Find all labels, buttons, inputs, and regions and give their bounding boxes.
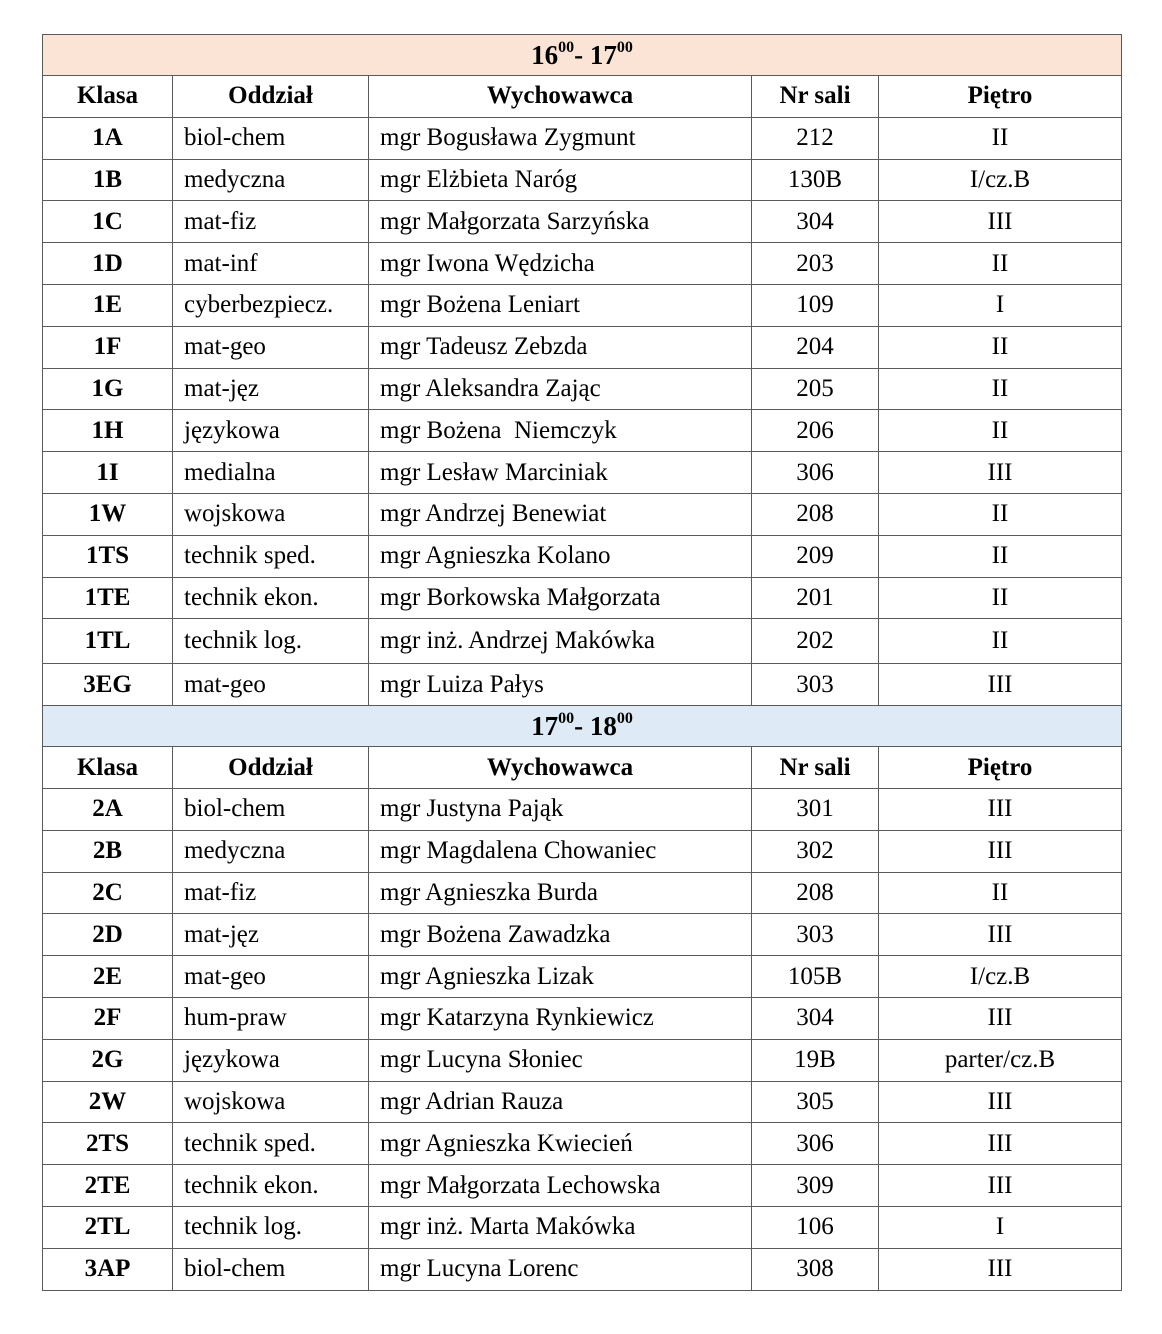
room-cell: 204: [752, 326, 879, 368]
class-cell: 2B: [43, 830, 173, 872]
class-cell: 1I: [43, 452, 173, 494]
floor-cell: II: [879, 368, 1122, 410]
profile-cell: mat-fiz: [173, 201, 369, 243]
room-cell: 304: [752, 997, 879, 1039]
class-cell: 2TE: [43, 1165, 173, 1207]
table-row: [43, 1248, 1122, 1290]
header-profile: Oddział: [173, 76, 369, 118]
teacher-cell: mgr inż. Marta Makówka: [369, 1206, 752, 1248]
table-row: [43, 368, 1122, 410]
room-cell: 304: [752, 201, 879, 243]
room-cell: 303: [752, 664, 879, 706]
room-cell: 209: [752, 535, 879, 577]
floor-cell: II: [879, 535, 1122, 577]
profile-cell: mat-geo: [173, 326, 369, 368]
floor-cell: III: [879, 1248, 1122, 1290]
teacher-cell: mgr Bożena Zawadzka: [369, 914, 752, 956]
table-row: [43, 788, 1122, 830]
end-hour: 17: [589, 39, 617, 70]
floor-cell: II: [879, 619, 1122, 664]
class-cell: 1B: [43, 159, 173, 201]
table-row: [43, 493, 1122, 535]
class-cell: 2TL: [43, 1206, 173, 1248]
floor-cell: II: [879, 117, 1122, 159]
teacher-cell: mgr Luiza Pałys: [369, 664, 752, 706]
profile-cell: językowa: [173, 1039, 369, 1081]
profile-cell: mat-inf: [173, 243, 369, 285]
session-time-label: [43, 35, 1122, 76]
table-row: [43, 159, 1122, 201]
room-cell: 202: [752, 619, 879, 664]
class-cell: 2E: [43, 956, 173, 998]
schedule-body: [43, 35, 1122, 1291]
floor-cell: III: [879, 788, 1122, 830]
class-cell: 1D: [43, 243, 173, 285]
table-row: [43, 284, 1122, 326]
class-cell: 3EG: [43, 664, 173, 706]
floor-cell: II: [879, 493, 1122, 535]
column-header-row: [43, 76, 1122, 118]
class-cell: 3AP: [43, 1248, 173, 1290]
profile-cell: hum-praw: [173, 997, 369, 1039]
teacher-cell: mgr Agnieszka Kolano: [369, 535, 752, 577]
class-cell: 2TS: [43, 1123, 173, 1165]
class-cell: 2F: [43, 997, 173, 1039]
table-row: [43, 243, 1122, 285]
table-row: [43, 201, 1122, 243]
table-row: [43, 452, 1122, 494]
floor-cell: III: [879, 664, 1122, 706]
room-cell: 206: [752, 410, 879, 452]
class-cell: 1TL: [43, 619, 173, 664]
profile-cell: mat-geo: [173, 956, 369, 998]
profile-cell: technik sped.: [173, 1123, 369, 1165]
column-header-row: [43, 747, 1122, 789]
room-cell: 308: [752, 1248, 879, 1290]
class-cell: 2W: [43, 1081, 173, 1123]
profile-cell: medyczna: [173, 159, 369, 201]
floor-cell: III: [879, 452, 1122, 494]
room-cell: 208: [752, 872, 879, 914]
table-row: [43, 326, 1122, 368]
teacher-cell: mgr Bożena Leniart: [369, 284, 752, 326]
room-cell: 301: [752, 788, 879, 830]
table-row: [43, 664, 1122, 706]
class-cell: 2A: [43, 788, 173, 830]
floor-cell: I/cz.B: [879, 956, 1122, 998]
session-time-band: [43, 35, 1122, 76]
table-row: [43, 1206, 1122, 1248]
teacher-cell: mgr Małgorzata Lechowska: [369, 1165, 752, 1207]
class-cell: 1H: [43, 410, 173, 452]
room-cell: 309: [752, 1165, 879, 1207]
table-row: [43, 830, 1122, 872]
teacher-cell: mgr Lucyna Słoniec: [369, 1039, 752, 1081]
floor-cell: II: [879, 243, 1122, 285]
room-cell: 203: [752, 243, 879, 285]
table-row: [43, 117, 1122, 159]
class-cell: 1C: [43, 201, 173, 243]
table-row: [43, 410, 1122, 452]
room-cell: 306: [752, 1123, 879, 1165]
room-cell: 201: [752, 577, 879, 619]
profile-cell: biol-chem: [173, 117, 369, 159]
end-minutes: 00: [616, 709, 633, 727]
floor-cell: III: [879, 1123, 1122, 1165]
floor-cell: II: [879, 872, 1122, 914]
profile-cell: technik log.: [173, 619, 369, 664]
profile-cell: technik ekon.: [173, 577, 369, 619]
table-row: [43, 956, 1122, 998]
teacher-cell: mgr Justyna Pająk: [369, 788, 752, 830]
room-cell: 106: [752, 1206, 879, 1248]
class-cell: 1TS: [43, 535, 173, 577]
floor-cell: III: [879, 914, 1122, 956]
profile-cell: medialna: [173, 452, 369, 494]
table-row: [43, 1039, 1122, 1081]
profile-cell: mat-geo: [173, 664, 369, 706]
room-cell: 306: [752, 452, 879, 494]
time-separator: -: [574, 39, 590, 70]
teacher-cell: mgr Adrian Rauza: [369, 1081, 752, 1123]
room-cell: 105B: [752, 956, 879, 998]
floor-cell: I: [879, 284, 1122, 326]
teacher-cell: mgr Lesław Marciniak: [369, 452, 752, 494]
profile-cell: mat-jęz: [173, 368, 369, 410]
profile-cell: wojskowa: [173, 493, 369, 535]
table-row: [43, 577, 1122, 619]
class-cell: 2C: [43, 872, 173, 914]
profile-cell: mat-fiz: [173, 872, 369, 914]
table-row: [43, 1081, 1122, 1123]
profile-cell: biol-chem: [173, 788, 369, 830]
class-cell: 2G: [43, 1039, 173, 1081]
floor-cell: III: [879, 830, 1122, 872]
floor-cell: I: [879, 1206, 1122, 1248]
profile-cell: medyczna: [173, 830, 369, 872]
header-teacher: Wychowawca: [369, 747, 752, 789]
profile-cell: językowa: [173, 410, 369, 452]
room-cell: 19B: [752, 1039, 879, 1081]
teacher-cell: mgr Tadeusz Zebzda: [369, 326, 752, 368]
floor-cell: II: [879, 410, 1122, 452]
teacher-cell: mgr Magdalena Chowaniec: [369, 830, 752, 872]
room-cell: 205: [752, 368, 879, 410]
teacher-cell: mgr Agnieszka Kwiecień: [369, 1123, 752, 1165]
teacher-cell: mgr Katarzyna Rynkiewicz: [369, 997, 752, 1039]
room-cell: 302: [752, 830, 879, 872]
teacher-cell: mgr Aleksandra Zając: [369, 368, 752, 410]
floor-cell: III: [879, 201, 1122, 243]
start-minutes: 00: [558, 709, 575, 727]
table-row: [43, 1165, 1122, 1207]
class-cell: 1W: [43, 493, 173, 535]
room-cell: 305: [752, 1081, 879, 1123]
start-hour: 16: [531, 39, 559, 70]
class-cell: 1E: [43, 284, 173, 326]
end-hour: 18: [589, 710, 617, 741]
teacher-cell: mgr Małgorzata Sarzyńska: [369, 201, 752, 243]
header-room: Nr sali: [752, 76, 879, 118]
table-row: [43, 1123, 1122, 1165]
end-minutes: 00: [616, 38, 633, 56]
room-cell: 109: [752, 284, 879, 326]
schedule-table: [42, 34, 1122, 1291]
header-floor: Piętro: [879, 76, 1122, 118]
teacher-cell: mgr inż. Andrzej Makówka: [369, 619, 752, 664]
session-time-label: [43, 706, 1122, 747]
header-teacher: Wychowawca: [369, 76, 752, 118]
teacher-cell: mgr Bożena Niemczyk: [369, 410, 752, 452]
room-cell: 303: [752, 914, 879, 956]
room-cell: 130B: [752, 159, 879, 201]
header-room: Nr sali: [752, 747, 879, 789]
time-separator: -: [574, 710, 590, 741]
table-row: [43, 619, 1122, 664]
profile-cell: cyberbezpiecz.: [173, 284, 369, 326]
floor-cell: II: [879, 577, 1122, 619]
header-class: Klasa: [43, 747, 173, 789]
table-row: [43, 872, 1122, 914]
floor-cell: I/cz.B: [879, 159, 1122, 201]
profile-cell: technik ekon.: [173, 1165, 369, 1207]
teacher-cell: mgr Iwona Wędzicha: [369, 243, 752, 285]
profile-cell: biol-chem: [173, 1248, 369, 1290]
room-cell: 212: [752, 117, 879, 159]
floor-cell: III: [879, 997, 1122, 1039]
profile-cell: mat-jęz: [173, 914, 369, 956]
header-floor: Piętro: [879, 747, 1122, 789]
class-cell: 2D: [43, 914, 173, 956]
class-cell: 1TE: [43, 577, 173, 619]
class-cell: 1F: [43, 326, 173, 368]
class-cell: 1G: [43, 368, 173, 410]
floor-cell: III: [879, 1165, 1122, 1207]
start-hour: 17: [531, 710, 559, 741]
floor-cell: III: [879, 1081, 1122, 1123]
teacher-cell: mgr Agnieszka Lizak: [369, 956, 752, 998]
header-class: Klasa: [43, 76, 173, 118]
header-profile: Oddział: [173, 747, 369, 789]
class-cell: 1A: [43, 117, 173, 159]
floor-cell: II: [879, 326, 1122, 368]
session-time-band: [43, 706, 1122, 747]
teacher-cell: mgr Borkowska Małgorzata: [369, 577, 752, 619]
table-row: [43, 535, 1122, 577]
profile-cell: technik sped.: [173, 535, 369, 577]
teacher-cell: mgr Bogusława Zygmunt: [369, 117, 752, 159]
profile-cell: wojskowa: [173, 1081, 369, 1123]
profile-cell: technik log.: [173, 1206, 369, 1248]
start-minutes: 00: [558, 38, 575, 56]
teacher-cell: mgr Lucyna Lorenc: [369, 1248, 752, 1290]
teacher-cell: mgr Agnieszka Burda: [369, 872, 752, 914]
table-row: [43, 997, 1122, 1039]
floor-cell: parter/cz.B: [879, 1039, 1122, 1081]
teacher-cell: mgr Andrzej Benewiat: [369, 493, 752, 535]
table-row: [43, 914, 1122, 956]
teacher-cell: mgr Elżbieta Naróg: [369, 159, 752, 201]
room-cell: 208: [752, 493, 879, 535]
